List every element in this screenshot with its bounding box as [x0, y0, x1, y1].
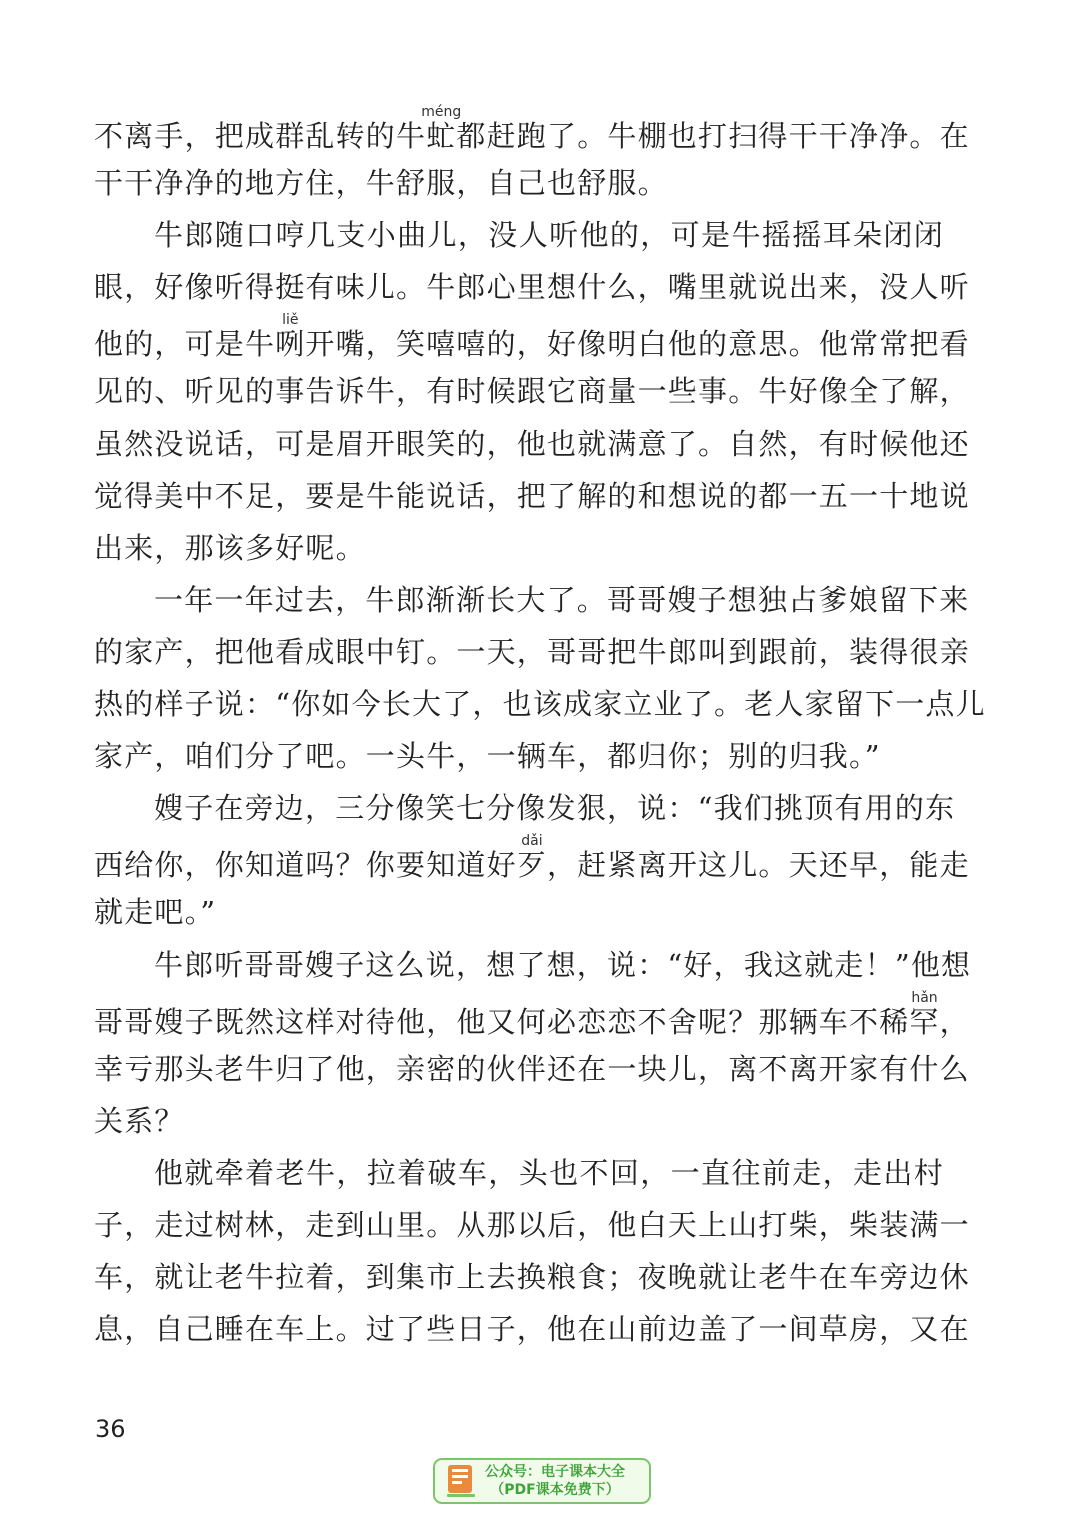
- text-segment: 见的、听见的事告诉牛，有时候跟它商量一些事。牛好像全了解，: [94, 374, 970, 409]
- text-line: [94, 157, 944, 209]
- text-line: [94, 989, 970, 1043]
- pinyin-annotation: liě: [275, 312, 306, 329]
- text-segment: 幸亏那头老牛归了他，亲密的伙伴还在一块儿，离不离开家有什么: [94, 1051, 970, 1086]
- text-segment: 牛郎听哥哥嫂子这么说，想了想，说：“好，我这就走！”他想: [154, 947, 972, 982]
- paragraph: [94, 104, 970, 209]
- annotated-character: [421, 104, 462, 153]
- paragraph: [94, 574, 986, 782]
- text-line: [94, 261, 970, 313]
- watermark-text: [485, 1463, 625, 1499]
- pinyin-annotation: dǎi: [516, 833, 548, 850]
- text-segment: 西给你，你知道吗？你要知道好: [94, 848, 517, 883]
- watermark-badge: [433, 1458, 651, 1504]
- paragraph: [94, 209, 970, 574]
- text-segment: 他就牵着老牛，拉着破车，头也不回，一直往前走，走出村: [154, 1155, 944, 1190]
- text-segment: 虽然没说话，可是眉开眼笑的，他也就满意了。自然，有时候他还: [94, 426, 970, 461]
- text-line: [94, 1251, 970, 1303]
- watermark-line-2: （PDF课本免费下）: [490, 1482, 620, 1498]
- text-line: [94, 312, 970, 365]
- text-line: [94, 678, 986, 730]
- text-line: [94, 1043, 970, 1095]
- text-line: [94, 626, 970, 678]
- annotated-char: 虻: [421, 119, 462, 153]
- text-line: [94, 782, 956, 834]
- text-line: [94, 574, 970, 626]
- page-number: 36: [95, 1415, 126, 1443]
- page-body: [94, 104, 986, 1355]
- text-line: [94, 939, 972, 991]
- text-segment: 开嘴，笑嘻嘻的，好像明白他的意思。他常常把看: [305, 327, 970, 362]
- text-line: [94, 1095, 944, 1147]
- text-segment: 关系？: [94, 1103, 185, 1138]
- text-line: [94, 522, 944, 574]
- text-segment: 家产，咱们分了吧。一头牛，一辆车，都归你；别的归我。”: [94, 739, 881, 774]
- textbook-logo-icon: [445, 1463, 477, 1499]
- text-line: [94, 365, 970, 417]
- text-line: [94, 1147, 944, 1199]
- text-segment: 子，走过树林，走到山里。从那以后，他白天上山打柴，柴装满一: [94, 1207, 970, 1242]
- text-line: [94, 730, 944, 782]
- pinyin-annotation: hǎn: [909, 989, 940, 1006]
- text-line: [94, 886, 944, 938]
- text-line: [94, 104, 970, 157]
- text-segment: 眼，好像听得挺有味儿。牛郎心里想什么，嘴里就说出来，没人听: [94, 270, 970, 305]
- pinyin-annotation: méng: [421, 104, 462, 120]
- text-segment: ，赶紧离开这儿。天还早，能走: [547, 848, 970, 883]
- text-line: [94, 1199, 970, 1251]
- text-segment: 干干净净的地方住，牛舒服，自己也舒服。: [94, 166, 668, 201]
- paragraph: [94, 782, 970, 938]
- annotated-character: [275, 312, 306, 362]
- annotated-char: 咧: [275, 327, 306, 362]
- paragraph: [94, 939, 972, 1147]
- text-segment: 都赶跑了。牛棚也打扫得干干净净。在: [456, 119, 970, 153]
- text-segment: 不离手，把成群乱转的牛: [94, 119, 427, 153]
- annotated-char: 罕: [909, 1004, 940, 1039]
- text-segment: 他的，可是牛: [94, 327, 276, 362]
- text-segment: 嫂子在旁边，三分像笑七分像发狠，说：“我们挑顶有用的东: [154, 791, 956, 826]
- text-segment: 的家产，把他看成眼中钉。一天，哥哥把牛郎叫到跟前，装得很亲: [94, 634, 970, 669]
- annotated-char: 歹: [516, 848, 548, 883]
- text-segment: 热的样子说：“你如今长大了，也该成家立业了。老人家留下一点儿: [94, 687, 986, 722]
- annotated-character: [516, 833, 548, 883]
- text-line: [94, 418, 970, 470]
- text-segment: 息，自己睡在车上。过了些日子，他在山前边盖了一间草房，又在: [94, 1312, 970, 1347]
- text-segment: 出来，那该多好呢。: [94, 530, 366, 565]
- text-segment: ，: [939, 1004, 970, 1039]
- text-segment: 一年一年过去，牛郎渐渐长大了。哥哥嫂子想独占爹娘留下来: [154, 582, 970, 617]
- annotated-character: [909, 989, 940, 1039]
- text-segment: 车，就让老牛拉着，到集市上去换粮食；夜晚就让老牛在车旁边休: [94, 1260, 970, 1295]
- text-line: [94, 470, 970, 522]
- text-line: [94, 833, 970, 886]
- text-segment: 哥哥嫂子既然这样对待他，他又何必恋恋不舍呢？那辆车不稀: [94, 1004, 910, 1039]
- text-segment: 就走吧。”: [94, 895, 217, 930]
- text-segment: 牛郎随口哼几支小曲儿，没人听他的，可是牛摇摇耳朵闭闭: [154, 218, 944, 253]
- paragraph: [94, 1147, 970, 1355]
- watermark-line-1: 公众号：电子课本大全: [485, 1464, 625, 1480]
- text-line: [94, 1303, 970, 1355]
- text-segment: 觉得美中不足，要是牛能说话，把了解的和想说的都一五一十地说: [94, 478, 970, 513]
- text-line: [94, 209, 944, 261]
